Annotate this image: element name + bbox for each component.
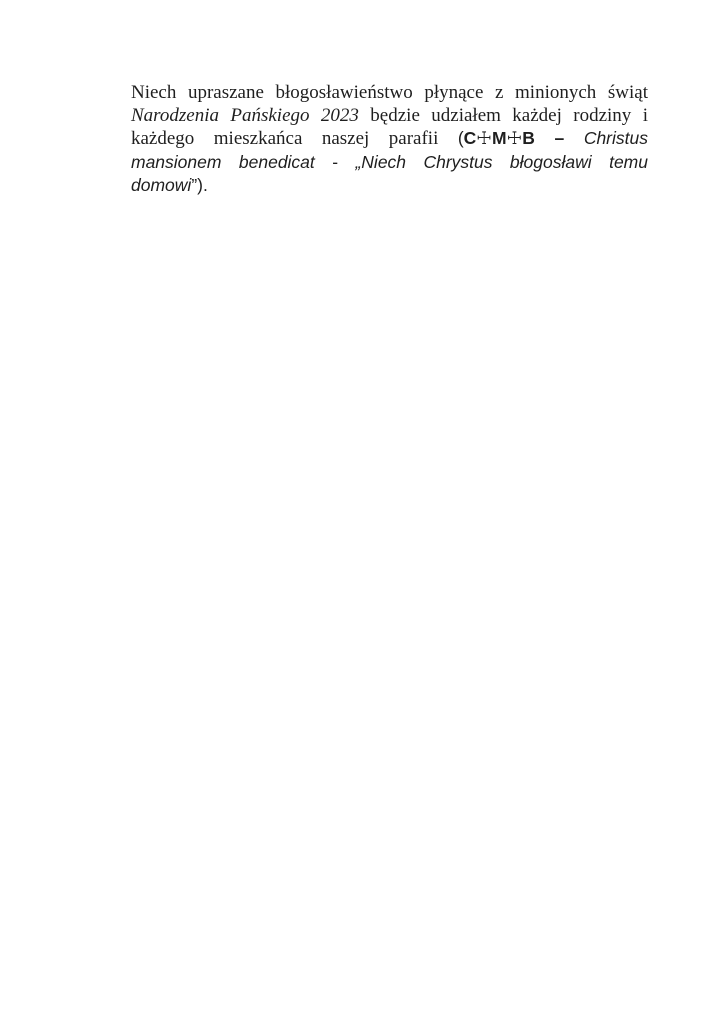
paragraph-line <box>131 174 648 197</box>
text-segment: ☩ <box>506 128 523 149</box>
text-segment: mansionem benedicat <box>131 151 315 172</box>
text-segment: „Niech Chrystus błogosławi temu <box>355 151 648 172</box>
text-segment: domowi <box>131 174 192 195</box>
paragraph-line <box>131 151 648 174</box>
text-segment: będzie udziałem każdej rodziny i <box>358 105 648 127</box>
paragraph-line <box>131 81 648 104</box>
text-segment: C <box>463 128 477 149</box>
text-segment: B <box>522 128 535 149</box>
paragraph-line <box>131 127 648 150</box>
text-segment: ☩ <box>476 128 492 149</box>
text-segment: ( <box>457 128 464 149</box>
text-segment: każdego mieszkańca naszej parafii <box>131 128 458 150</box>
text-segment: Narodzenia Pańskiego 2023 <box>131 105 359 127</box>
text-segment: - <box>314 151 356 172</box>
text-segment: – <box>534 128 584 149</box>
text-segment: Niech upraszane błogosławieństwo płynące z minionych świąt <box>131 82 648 103</box>
text-segment: ”). <box>191 174 208 195</box>
body-paragraph <box>131 81 648 197</box>
paragraph-line <box>131 104 648 127</box>
text-segment: Christus <box>583 128 648 149</box>
text-segment: M <box>492 128 507 149</box>
